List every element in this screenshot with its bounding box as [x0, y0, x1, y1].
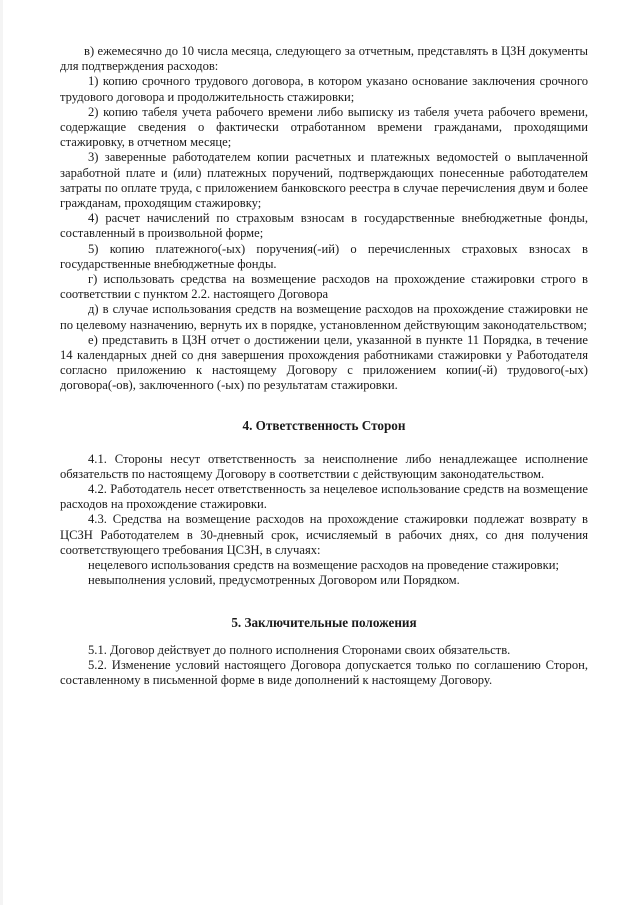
paragraph-5-1: 5.1. Договор действует до полного исполнения Сторонами своих обязательств. — [88, 642, 511, 657]
paragraph-v: в) ежемесячно до 10 числа месяца, следующего за отчетным, представлять в ЦЗН документы для подтверждения расходов: — [60, 44, 588, 74]
section-4-title: 4. Ответственность Сторон — [242, 417, 406, 433]
section-5-title: 5. Заключительные положения — [231, 614, 417, 630]
paragraph-5-2: 5.2. Изменение условий настоящего Договора допускается только по соглашению Сторон, составленному в письменной форме в виде дополнений к настоящему Договору. — [60, 657, 588, 687]
paragraph-v-1: 1) копию срочного трудового договора, в котором указано основание заключения срочного трудового договора и продолжительность стажировки; — [60, 74, 588, 104]
paragraph-v-5: 5) копию платежного(-ых) поручения(-ий) о перечисленных страховых взносах в государственные внебюджетные фонды. — [60, 241, 588, 271]
paragraph-4-3-a: нецелевого использования средств на возмещение расходов на проведение стажировки; — [88, 558, 559, 573]
paragraph-g: г) использовать средства на возмещение расходов на прохождение стажировки строго в соответствии с пунктом 2.2. настоящего Договора — [60, 272, 588, 302]
paragraph-v-3: 3) заверенные работодателем копии расчетных и платежных ведомостей о выплаченной заработной плате и (или) платежных поручений, подтверждающих понесенные работодателем затраты по оплате труда, с приложением банковского реестра в случае перечисления двум и более гражданам, проходящим стажировку; — [60, 150, 588, 211]
scan-edge — [0, 0, 3, 905]
paragraph-v-4: 4) расчет начислений по страховым взносам в государственные внебюджетные фонды, составленный в произвольной форме; — [60, 211, 588, 241]
paragraph-e: е) представить в ЦЗН отчет о достижении цели, указанной в пункте 11 Порядка, в течение 14 календарных дней со дня завершения прохождения работниками стажировки у Работодателя согласно приложению к настоящему Договору с приложением копии(-й) трудового(-ых) договора(-ов), заключенного (-ых) по результатам стажировки. — [60, 332, 588, 393]
paragraph-d: д) в случае использования средств на возмещение расходов на прохождение стажировки не по целевому назначению, вернуть их в порядке, установленном действующим законодательством; — [60, 302, 588, 332]
paragraph-4-2: 4.2. Работодатель несет ответственность за нецелевое использование средств на возмещение расходов на прохождение стажировки. — [60, 482, 588, 512]
paragraph-v-2: 2) копию табеля учета рабочего времени либо выписку из табеля учета рабочего времени, содержащие сведения о фактически отработанном времени гражданами, проходящими стажировку, в отчетном месяце; — [60, 104, 588, 150]
paragraph-4-1: 4.1. Стороны несут ответственность за неисполнение либо ненадлежащее исполнение обязательств по настоящему Договору в соответствии с действующим законодательством. — [60, 451, 588, 481]
paragraph-4-3-b: невыполнения условий, предусмотренных Договором или Порядком. — [88, 573, 460, 588]
paragraph-4-3: 4.3. Средства на возмещение расходов на прохождение стажировки подлежат возврату в ЦСЗН Работодателем в 30-дневный срок, исчисляемый в рабочих днях, со дня получения соответствующего требования ЦСЗН, в случаях: — [60, 512, 588, 557]
